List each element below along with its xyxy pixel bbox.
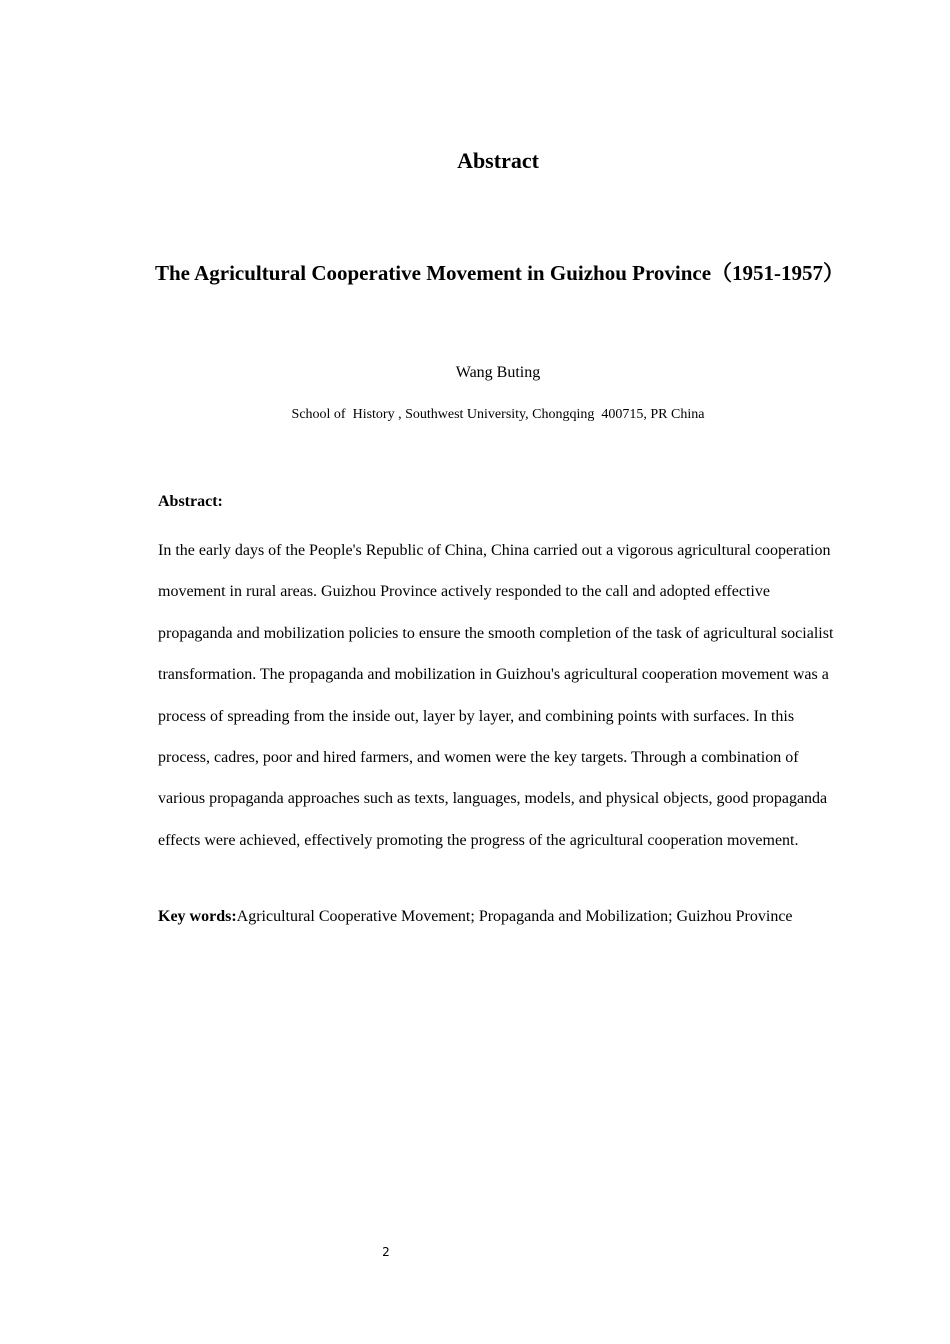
keywords-label: Key words: — [158, 908, 237, 925]
page-number: 2 — [382, 1245, 390, 1259]
section-heading: Abstract — [457, 148, 539, 173]
abstract-body: In the early days of the People's Republic of China, China carried out a vigorous agricultural cooperation movement in rural areas. Guizhou Province actively responded to the call and adopted effective propaganda and mobilization policies to ensure the smooth completion of the task of agricultural socialist transformation. The propaganda and mobilization in Guizhou's agricultural cooperation movement was a process of spreading from the inside out, layer by layer, and combining points with surfaces. In this process, cadres, poor and hired farmers, and women were the key targets. Through a combination of various propaganda approaches such as texts, languages, models, and physical objects, good propaganda effects were achieved, effectively promoting the progress of the agricultural cooperation movement. — [158, 542, 834, 849]
paper-title: The Agricultural Cooperative Movement in Guizhou Province（1951-1957） — [155, 261, 845, 285]
keywords-text: Agricultural Cooperative Movement; Propaganda and Mobilization; Guizhou Province — [236, 908, 793, 925]
abstract-label: Abstract: — [158, 493, 223, 510]
author-affiliation: School of History , Southwest University, Chongqing 400715, PR China — [291, 407, 705, 422]
keywords-line — [158, 908, 858, 926]
author-name: Wang Buting — [455, 364, 541, 381]
